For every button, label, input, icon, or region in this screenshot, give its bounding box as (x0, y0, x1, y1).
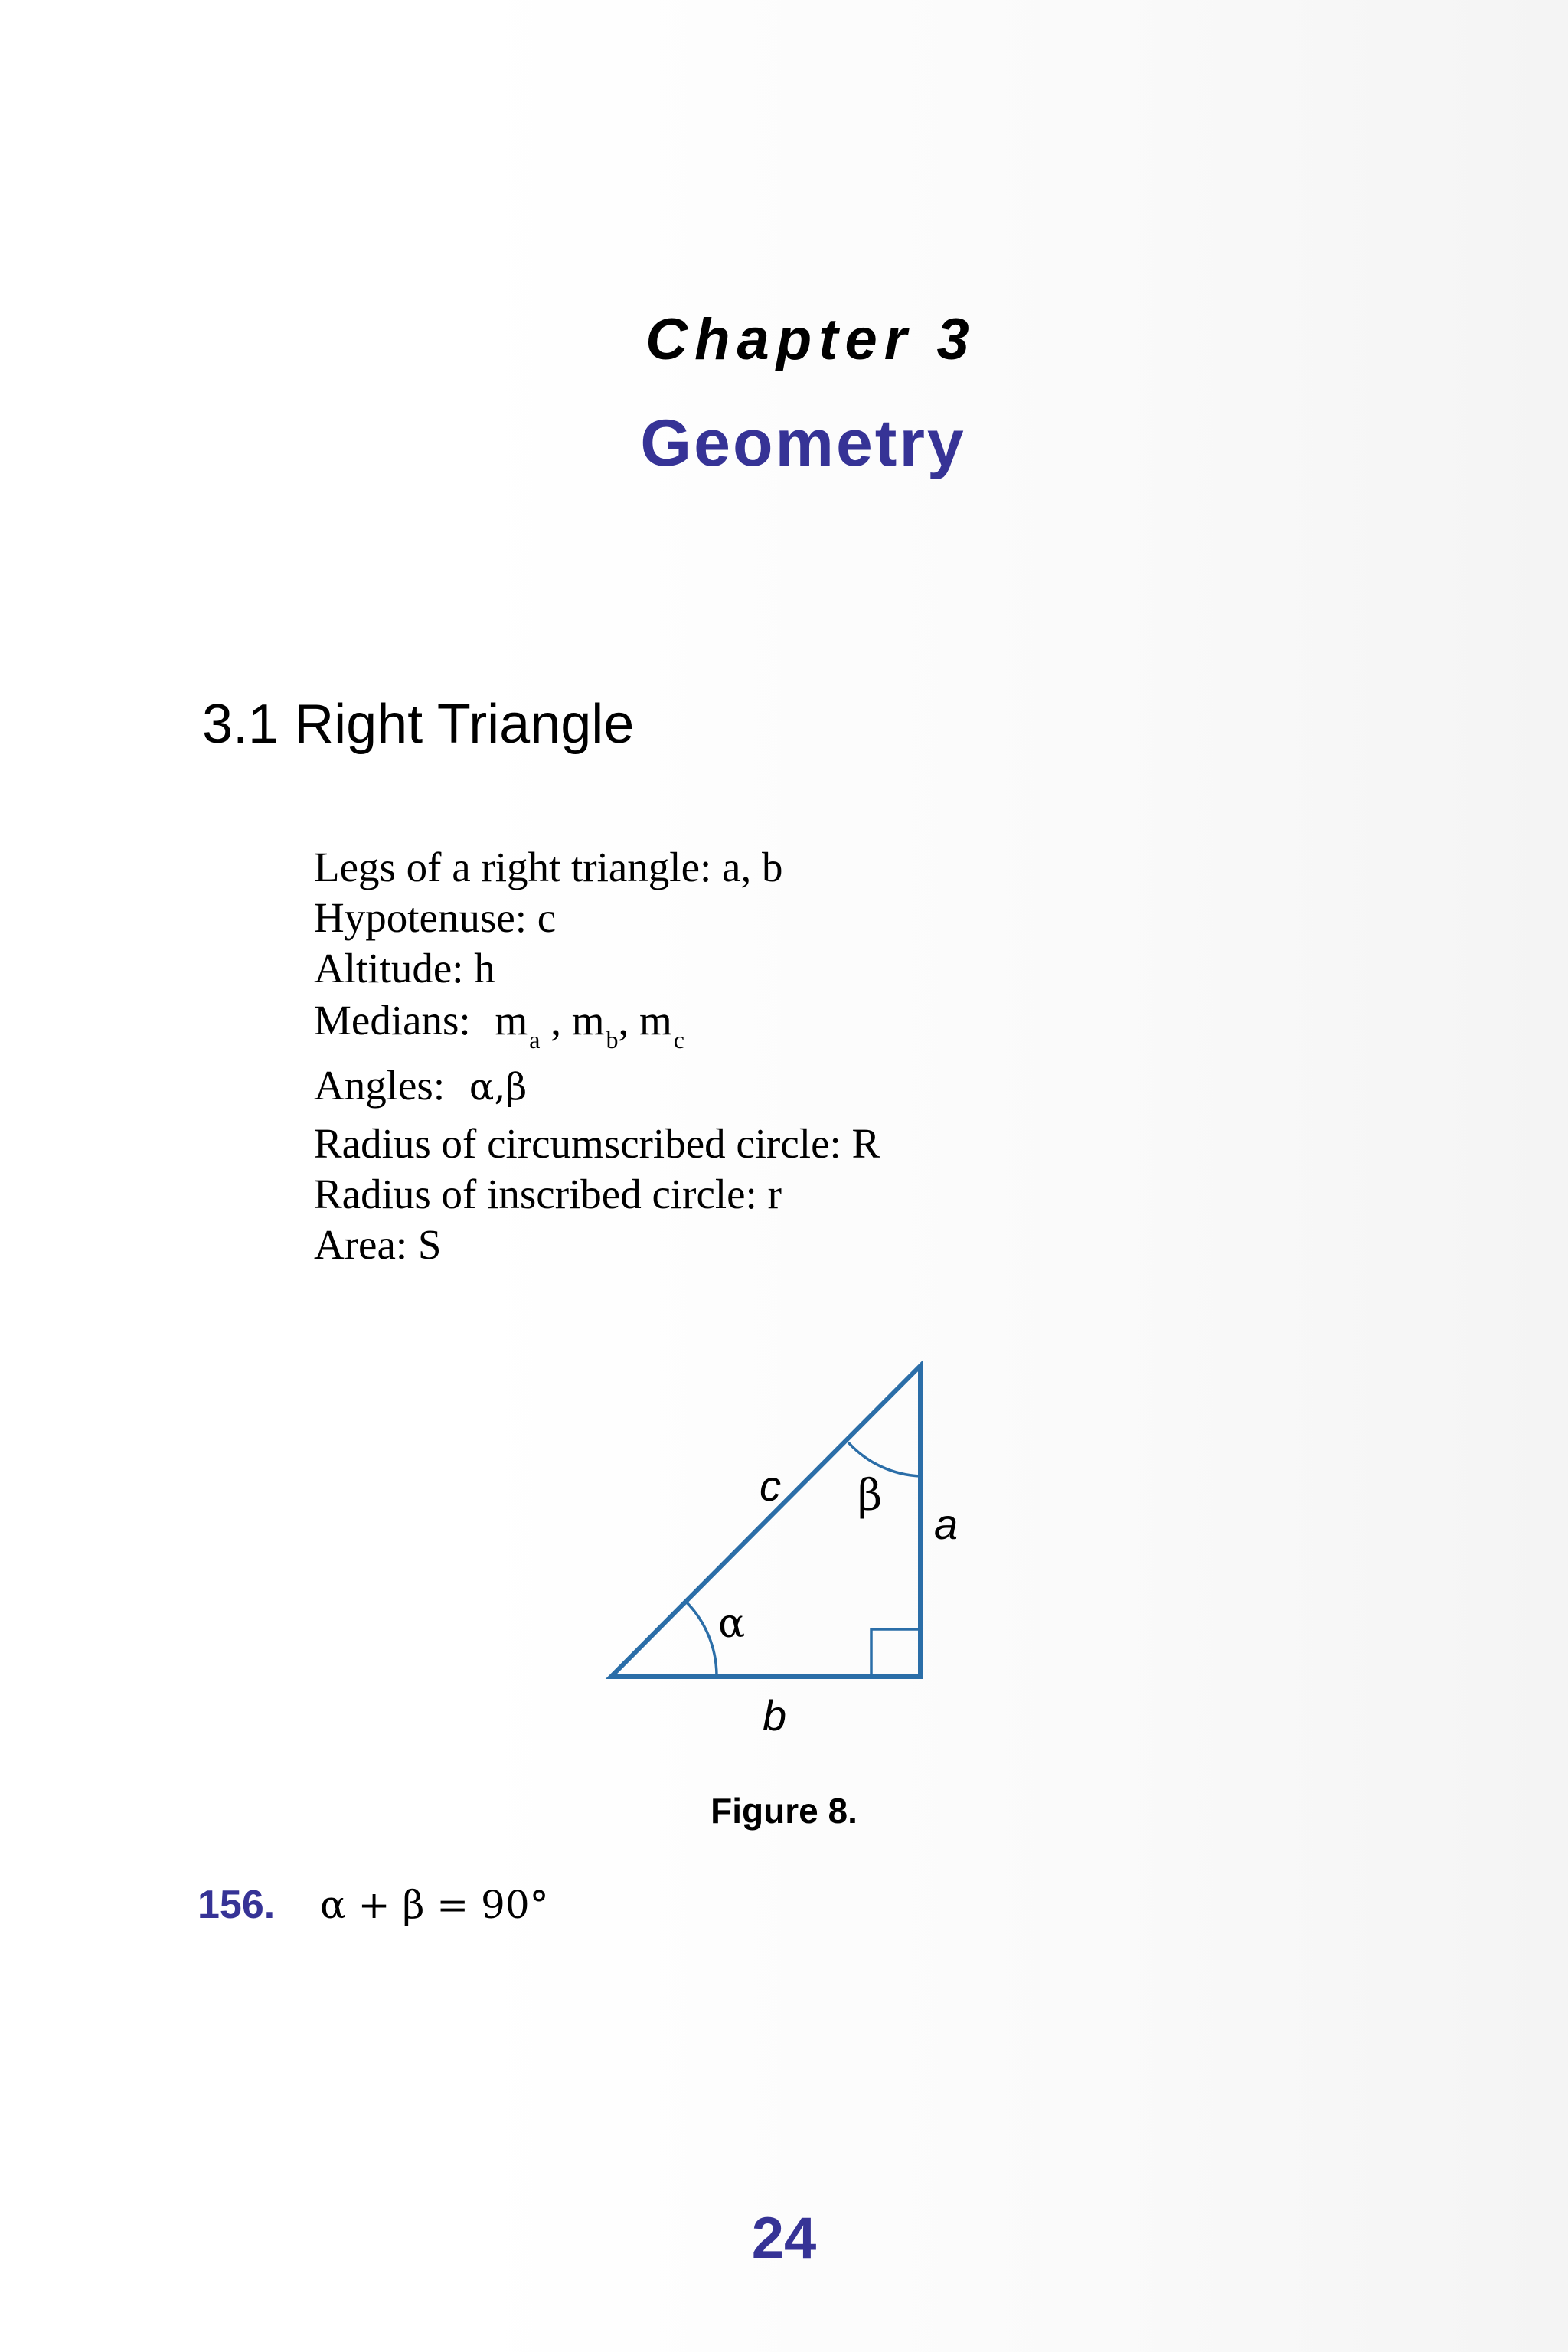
formula-expression: α + β = 90° (320, 1883, 549, 1927)
hypotenuse-label: c (760, 1462, 781, 1510)
median-a-subscript: a (529, 1026, 541, 1054)
alpha-angle-label: α (718, 1601, 746, 1647)
formula-row (198, 1882, 549, 1928)
median-a-symbol: m (495, 997, 528, 1044)
median-b-symbol: m (571, 997, 605, 1044)
chapter-title: Geometry (640, 407, 966, 480)
median-c-subscript: c (673, 1026, 684, 1054)
figure-caption: Figure 8. (710, 1791, 858, 1831)
medians-definition: Medians: $m_a$ , $m_b$, $m_c$ (314, 997, 684, 1054)
median-b-subscript: b (606, 1026, 619, 1054)
angles-definition: Angles: α,β (314, 1062, 528, 1109)
beta-angle-label: β (858, 1471, 883, 1521)
alpha-angle-arc (686, 1602, 717, 1677)
inscribed-radius-definition: Radius of inscribed circle: r (314, 1171, 782, 1217)
leg-b-label: b (763, 1691, 787, 1740)
page-number: 24 (751, 2206, 817, 2271)
area-definition: Area: S (314, 1221, 442, 1268)
definition-list (314, 842, 880, 1270)
medians-prefix: Medians: (314, 997, 471, 1044)
right-triangle-figure (582, 1348, 1011, 1746)
legs-definition: Legs of a right triangle: a, b (314, 844, 783, 890)
leg-a-label: a (934, 1500, 959, 1548)
formula-number: 156. (198, 1883, 276, 1927)
alpha-symbol: α (469, 1066, 495, 1109)
circumscribed-radius-definition: Radius of circumscribed circle: R (314, 1120, 880, 1167)
altitude-definition: Altitude: h (314, 945, 495, 991)
angles-prefix: Angles: (314, 1062, 446, 1109)
chapter-label: Chapter 3 (645, 307, 976, 372)
right-angle-marker (871, 1629, 920, 1677)
beta-symbol: β (505, 1066, 528, 1109)
section-heading: 3.1 Right Triangle (202, 694, 635, 755)
hypotenuse-definition: Hypotenuse: c (314, 894, 557, 941)
median-c-symbol: m (639, 997, 672, 1044)
